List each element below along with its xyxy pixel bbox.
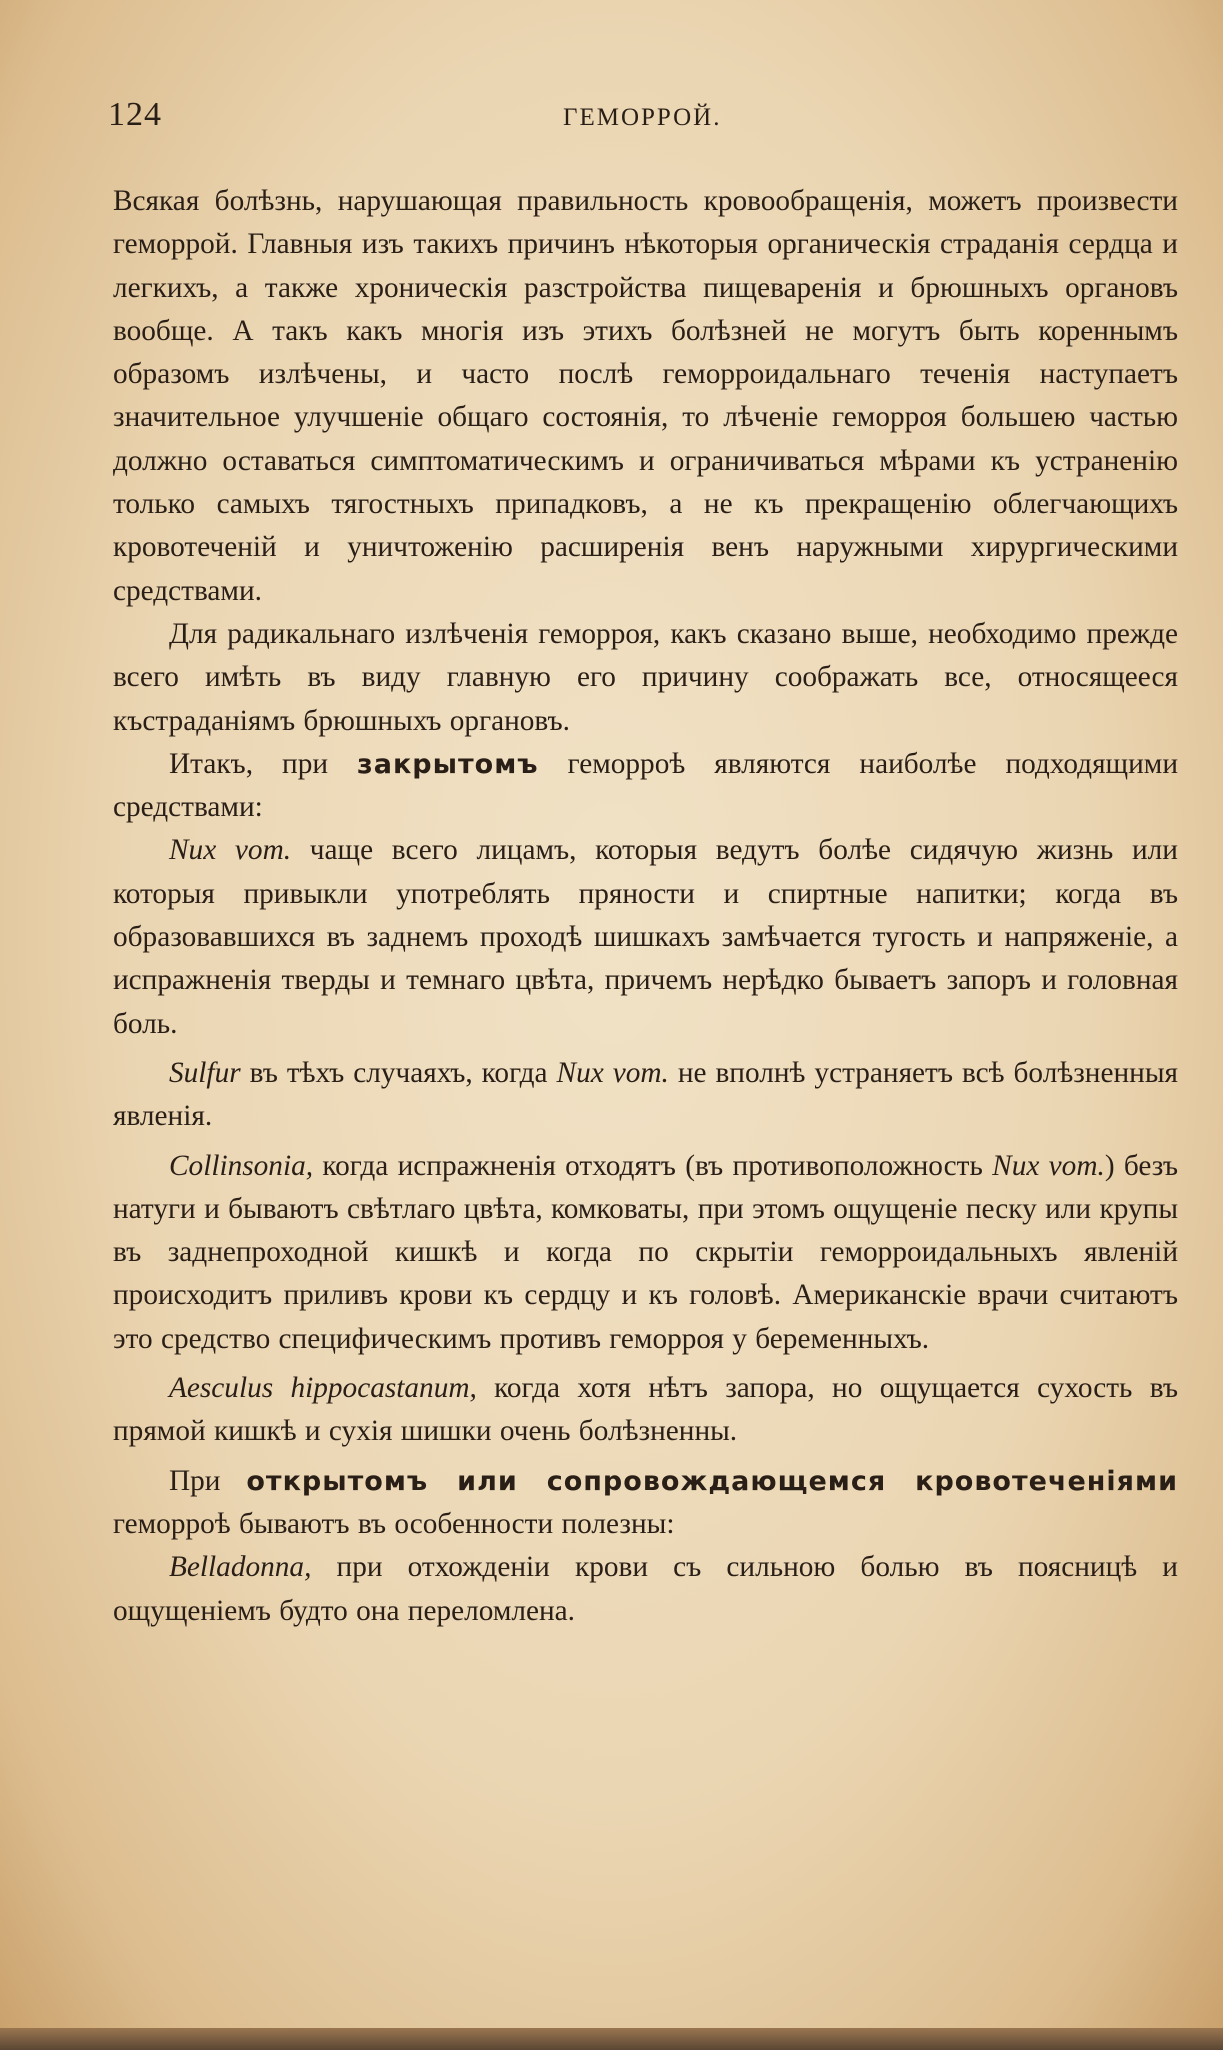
remedy-name: Nux vom. [169, 834, 292, 867]
paragraph-closed-hemorrhoids [113, 743, 1178, 830]
text-run: Итакъ, при [169, 747, 358, 780]
body-text [113, 180, 1178, 1633]
text-run: когда хотя нѣтъ запора, но ощущается сухость въ прямой кишкѣ и сухія шишки очень болѣзненны. [113, 1372, 1178, 1448]
remedy-reference: Nux vom. [556, 1056, 669, 1089]
paragraph-intro: Всякая болѣзнь, нарушающая правильность кровообращенія, можетъ произвести геморрой. Главныя изъ такихъ причинъ нѣкоторыя органическія страданія сердца и легкихъ, а также хроническія разстройства пищеваренія и брюшныхъ органовъ вообще. А такъ какъ многія изъ этихъ болѣзней не могутъ быть кореннымъ образомъ излѣчены, и часто послѣ геморроидальнаго теченія наступаетъ значительное улучшеніе общаго состоянія, то лѣченіе геморроя большею частью должно оставаться симптоматическимъ и ограничиваться мѣрами къ устраненію только самыхъ тягостныхъ припадковъ, а не къ прекращенію облегчающихъ кровотеченій и уничтоженію расширенія венъ наружными хирургическими средствами. [113, 185, 1178, 607]
paragraph-sulfur [113, 1052, 1178, 1139]
page-header [108, 96, 1158, 140]
text-run: При [169, 1464, 247, 1497]
text-run: геморроѣ бываютъ въ особенности полезны: [113, 1507, 675, 1540]
text-run: чаще всего лицамъ, которыя ведутъ болѣе сидячую жизнь или которыя привыкли употреблять пряности и спиртные напитки; когда въ образовавшихся въ заднемъ проходѣ шишкахъ замѣчается тугость и напряженіе, а испражненія тверды и темнаго цвѣта, причемъ нерѣдко бываетъ запоръ и головная боль. [113, 834, 1178, 1040]
text-run: ) безъ натуги и бываютъ свѣтлаго цвѣта, комковаты, при этомъ ощущеніе песку или крупы въ заднепроходной кишкѣ и когда по скрытіи геморроидальныхъ явленій происходитъ приливъ крови къ сердцу и къ головѣ. Американскіе врачи считаютъ это средство специфическимъ противъ геморроя у беременныхъ. [113, 1149, 1178, 1355]
paragraph-aesculus [113, 1367, 1178, 1454]
text-run: въ тѣхъ случаяхъ, когда [240, 1056, 557, 1089]
remedy-name: Belladonna, [169, 1551, 312, 1584]
emphasis-closed: закрытомъ [357, 748, 539, 780]
remedy-name: Aesculus hippocastanum, [169, 1372, 477, 1405]
paragraph-open-hemorrhoids [113, 1460, 1178, 1547]
page-number: 124 [108, 96, 162, 133]
remedy-name: Collinsonia, [169, 1149, 314, 1182]
emphasis-open: открытомъ или сопровождающемся кровотеченіями [246, 1465, 1178, 1497]
paragraph-radical-cure: Для радикальнаго излѣченія геморроя, какъ сказано выше, необходимо прежде всего имѣть въ виду главную его причину соображать все, относящееся къстраданіямъ брюшныхъ органовъ. [113, 617, 1178, 737]
remedy-name: Sulfur [169, 1056, 241, 1089]
paragraph-belladonna [113, 1546, 1178, 1633]
text-run: не вполнѣ устраняетъ всѣ болѣзненныя явленія. [113, 1056, 1178, 1133]
remedy-reference: Nux vom. [992, 1149, 1105, 1182]
paragraph-collinsonia [113, 1145, 1178, 1361]
text-run: при отхожденіи крови съ сильною болью въ поясницѣ и ощущеніемъ будто она переломлена. [113, 1551, 1178, 1627]
running-title: ГЕМОРРОЙ. [563, 104, 722, 131]
text-run: когда испражненія отходятъ (въ противоположность [313, 1149, 993, 1182]
paragraph-nux-vomica [113, 829, 1178, 1045]
text-run: геморроѣ являются наиболѣе подходящими средствами: [113, 747, 1179, 824]
